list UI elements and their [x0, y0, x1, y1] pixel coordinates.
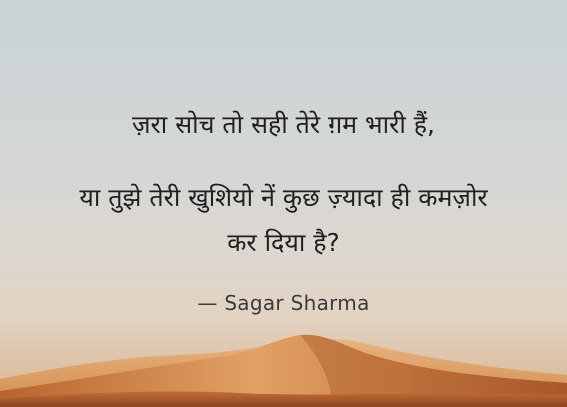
- quote-line-1: ज़रा सोच तो सही तेरे ग़म भारी हैं,: [132, 110, 435, 139]
- quote-line-3: कर दिया है?: [227, 228, 340, 257]
- desert-dunes: [0, 317, 567, 407]
- quote-author: — Sagar Sharma: [197, 291, 370, 315]
- quote-line-2: या तुझे तेरी खुशियो नें कुछ ज़्यादा ही कमज़ोर: [79, 183, 488, 212]
